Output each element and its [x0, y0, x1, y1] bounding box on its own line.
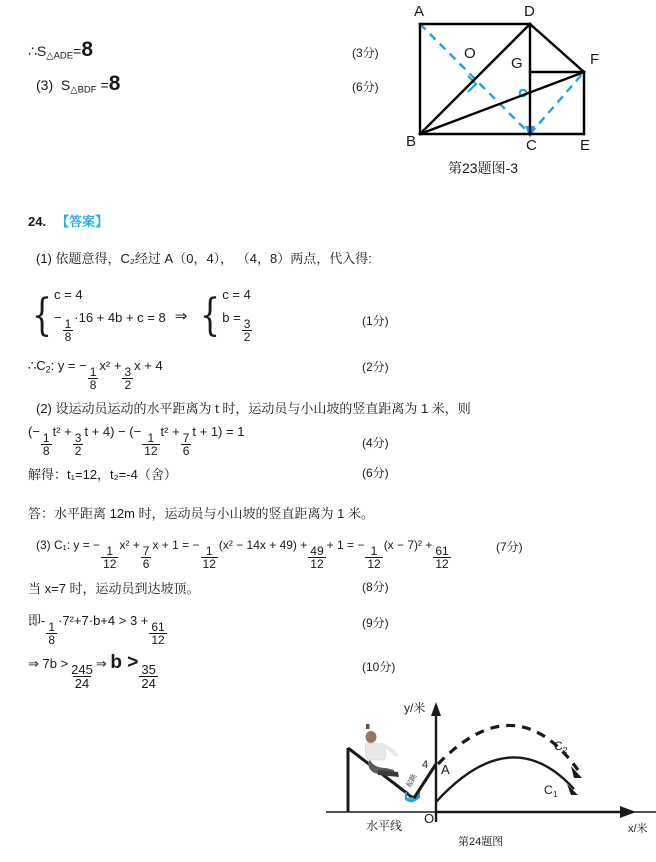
label-C: C [526, 137, 537, 152]
frac-1-12-b: $\frac{1}{12}$ [103, 543, 117, 571]
frac-3-2-c: $\frac{3}{2}$ [74, 431, 82, 459]
frac-1-8-c: $\frac{1}{8}$ [42, 431, 50, 459]
question-24-number: 24. [28, 214, 47, 229]
part3-inequality-1 [28, 610, 168, 647]
mark-10-points: (10分) [362, 660, 396, 674]
frac-1-12-c: $\frac{1}{12}$ [202, 543, 216, 571]
frac-1-8-b: $\frac{1}{8}$ [89, 365, 97, 393]
mark-2-points: (2分) [362, 360, 389, 374]
left-brace-1: { [31, 289, 53, 341]
system-right-row1: c = 4 [222, 287, 251, 302]
s-bdf-number: (3) [36, 77, 54, 93]
system-right-row2 [222, 311, 253, 344]
curve-c1-sub: 1 [553, 790, 558, 799]
row2-pre: − [54, 309, 62, 325]
s-bdf-eq: = [100, 77, 109, 93]
origin-label: O [424, 811, 435, 826]
left-brace-2: { [200, 289, 221, 341]
ineq2-p1: ⇒ [95, 656, 107, 671]
label-E: E [580, 137, 591, 152]
figure-24 [326, 692, 656, 842]
eq2-p1: (− [28, 424, 40, 439]
part3-line [36, 538, 452, 570]
curve-c1-label: C [544, 783, 553, 797]
c2-pre: ∴C [28, 358, 46, 373]
label-F: F [590, 51, 600, 68]
figure-24-caption: 第24题图 [458, 836, 504, 848]
ineq2-b: b > [110, 652, 139, 673]
p3-p4: + 1 = − [326, 538, 365, 552]
implies-arrow-1: ⇒ [174, 307, 188, 325]
label-A: A [414, 3, 425, 20]
row2-right-pre: b = [222, 309, 241, 325]
part2-solution: 解得：t₁=12，t₂=-4（舍） [28, 467, 177, 482]
frac-1-8-d: $\frac{1}{8}$ [48, 620, 56, 648]
s-ade-eq: = [73, 43, 82, 59]
mark-3-points: (3分) [352, 46, 379, 60]
part3-inequality-2 [28, 652, 159, 691]
frac-49-12: $\frac{49}{12}$ [310, 543, 324, 571]
eq2-p4: t² + [160, 424, 180, 439]
system-right-rows [222, 288, 253, 343]
eq2-p3: t + 4) − (− [84, 424, 142, 439]
p3-p1: x² + [119, 538, 140, 552]
skier-figure [365, 724, 399, 777]
ineq2-p0: ⇒ 7b > [28, 656, 69, 671]
s-ade-value: 8 [81, 38, 94, 61]
mark-7-points: (7分) [496, 540, 523, 554]
p3-p3: (x² − 14x + 49) + [218, 538, 308, 552]
eq2-p2: t² + [52, 424, 72, 439]
mark-4-points: (4分) [362, 436, 389, 450]
frac-1-8: $\frac{1}{8}$ [64, 316, 72, 345]
frac-61-12-a: $\frac{61}{12}$ [435, 543, 449, 571]
c2-colon: : y = − [50, 358, 87, 373]
s-bdf-value: 8 [108, 72, 121, 95]
label-G: G [511, 55, 523, 72]
system-left-row1: c = 4 [54, 287, 83, 302]
part2-statement: (2) 设运动员运动的水平距离为 t 时，运动员与小山坡的竖直距离为 1 米，则 [36, 401, 471, 416]
s-ade-line [28, 38, 93, 62]
frac-1-12-a: $\frac{1}{12}$ [144, 431, 158, 459]
tick-4-label: 4 [422, 759, 429, 771]
mark-8-points: (8分) [362, 580, 389, 594]
ramp-label: 起跳 [405, 773, 419, 789]
p3-p2: x + 1 = − [152, 538, 200, 552]
part3-peak-text: 当 x=7 时，运动员到达坡顶。 [28, 581, 200, 596]
frac-3-2-b: $\frac{3}{2}$ [124, 365, 132, 393]
mark-6-points-b: (6分) [362, 466, 389, 480]
x-axis-label: x/米 [628, 823, 648, 835]
mark-9-points: (9分) [362, 616, 389, 630]
y-axis-label: y/米 [404, 701, 426, 715]
curve-c2-sub: 2 [563, 746, 568, 755]
s-bdf-sub: △BDF [70, 84, 97, 96]
mark-6-points: (6分) [352, 80, 379, 94]
curve-c2-label: C [554, 739, 563, 753]
system-left-rows [54, 288, 166, 343]
answer-tag: 【答案】 [56, 214, 109, 229]
s-bdf-line [36, 72, 120, 96]
label-O: O [464, 45, 476, 62]
point-a-label: A [441, 762, 450, 777]
mark-1-point: (1分) [362, 314, 389, 328]
ground-label: 水平线 [366, 819, 403, 833]
question-24-heading [28, 211, 108, 230]
ineq1-p0: 即- [28, 613, 46, 628]
ineq1-p1: ·7²+7·b+4 > 3 + [58, 613, 149, 628]
frac-3-2: $\frac{3}{2}$ [243, 316, 251, 345]
part1-conclusion [28, 358, 163, 392]
frac-35-24: $\frac{35}{24}$ [141, 662, 156, 692]
part2-equation [28, 424, 244, 458]
frac-7-6-b: $\frac{7}{6}$ [142, 543, 150, 571]
figure-23-caption: 第23题图-3 [448, 160, 519, 176]
p3-p5: (x − 7)² + [383, 538, 433, 552]
part2-answer: 答：水平距离 12m 时，运动员与小山坡的竖直距离为 1 米。 [28, 506, 374, 521]
frac-7-6-a: $\frac{7}{6}$ [182, 431, 190, 459]
frac-1-12-d: $\frac{1}{12}$ [367, 543, 381, 571]
label-D: D [524, 3, 535, 20]
s-bdf-prefix: S [60, 77, 71, 93]
frac-61-12-b: $\frac{61}{12}$ [151, 620, 165, 648]
frac-245-24: $\frac{245}{24}$ [71, 662, 93, 692]
figure-23-3 [398, 2, 628, 152]
c2-mid2: x + 4 [134, 358, 163, 373]
part1-statement: (1) 依题意得，C₂经过 A（0，4）， （4，8）两点，代入得: [36, 251, 372, 266]
c2-mid1: x² + [99, 358, 122, 373]
c2-sub: 2 [45, 364, 51, 375]
eq2-p5: t + 1) = 1 [192, 424, 245, 439]
s-ade-sub: △ADE [46, 50, 74, 62]
system-left-row2 [54, 311, 166, 344]
part1-system [28, 288, 253, 343]
label-B: B [406, 133, 417, 150]
p3-p0: (3) C₁: y = − [36, 538, 101, 552]
s-ade-prefix: ∴S [28, 43, 47, 59]
row2-post: ·16 + 4b + c = 8 [74, 309, 166, 325]
